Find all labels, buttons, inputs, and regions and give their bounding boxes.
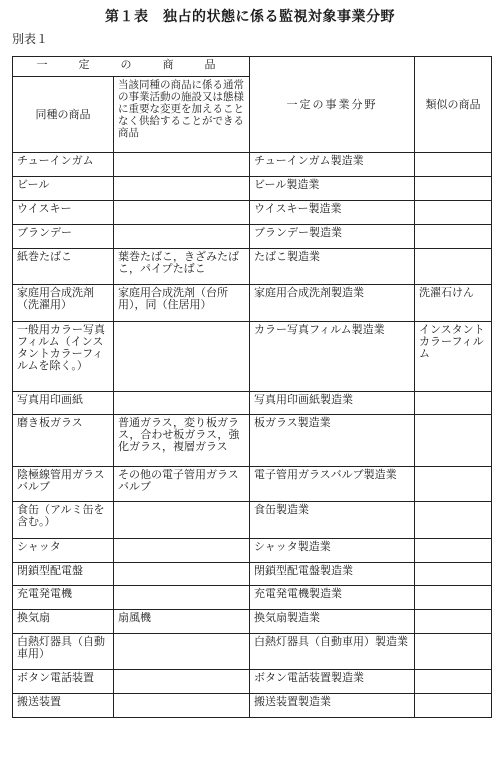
business-field-cell: ビール製造業 bbox=[250, 177, 415, 201]
table-row bbox=[13, 322, 492, 392]
monitoring-table bbox=[12, 56, 492, 718]
substitutable-goods-cell bbox=[114, 694, 250, 718]
substitutable-goods-cell bbox=[114, 392, 250, 415]
substitutable-goods-cell bbox=[114, 153, 250, 177]
substitutable-goods-cell bbox=[114, 563, 250, 586]
same-goods-cell: 磨き板ガラス bbox=[13, 415, 114, 467]
same-goods-cell: 一般用カラー写真フィルム（インスタントカラーフィルムを除く。） bbox=[13, 322, 114, 392]
business-field-cell: 換気扇製造業 bbox=[250, 610, 415, 634]
business-field-cell: シャッタ製造業 bbox=[250, 539, 415, 563]
table-row bbox=[13, 153, 492, 177]
similar-goods-cell bbox=[415, 153, 492, 177]
table-row bbox=[13, 467, 492, 502]
similar-goods-cell bbox=[415, 634, 492, 670]
header-group-cell: 一 定 の 商 品 bbox=[13, 57, 250, 77]
business-field-cell: たばこ製造業 bbox=[250, 249, 415, 285]
business-field-cell: 板ガラス製造業 bbox=[250, 415, 415, 467]
same-goods-cell: 閉鎖型配電盤 bbox=[13, 563, 114, 586]
same-goods-cell: ウイスキー bbox=[13, 201, 114, 225]
same-goods-cell: チューインガム bbox=[13, 153, 114, 177]
business-field-cell: 搬送装置製造業 bbox=[250, 694, 415, 718]
similar-goods-cell bbox=[415, 249, 492, 285]
similar-goods-cell bbox=[415, 502, 492, 539]
business-field-cell: ボタン電話装置製造業 bbox=[250, 670, 415, 694]
table-row bbox=[13, 502, 492, 539]
same-goods-cell: ブランデー bbox=[13, 225, 114, 249]
header-similar-goods: 類似の商品 bbox=[415, 57, 492, 153]
same-goods-cell: 食缶（アルミ缶を含む。） bbox=[13, 502, 114, 539]
substitutable-goods-cell bbox=[114, 322, 250, 392]
header-same-goods: 同種の商品 bbox=[13, 77, 114, 153]
same-goods-cell: 白熱灯器具（自動車用） bbox=[13, 634, 114, 670]
substitutable-goods-cell: 家庭用合成洗剤（台所用），同（住居用） bbox=[114, 285, 250, 322]
table-label: 別表１ bbox=[12, 32, 49, 46]
similar-goods-cell bbox=[415, 392, 492, 415]
similar-goods-cell bbox=[415, 201, 492, 225]
similar-goods-cell bbox=[415, 467, 492, 502]
similar-goods-cell bbox=[415, 539, 492, 563]
same-goods-cell: 搬送装置 bbox=[13, 694, 114, 718]
same-goods-cell: シャッタ bbox=[13, 539, 114, 563]
table-row bbox=[13, 586, 492, 610]
substitutable-goods-cell bbox=[114, 225, 250, 249]
table-row bbox=[13, 694, 492, 718]
business-field-cell: 白熱灯器具（自動車用）製造業 bbox=[250, 634, 415, 670]
same-goods-cell: 家庭用合成洗剤（洗濯用） bbox=[13, 285, 114, 322]
business-field-cell: 電子管用ガラスバルブ製造業 bbox=[250, 467, 415, 502]
similar-goods-cell: インスタントカラーフィルム bbox=[415, 322, 492, 392]
same-goods-cell: 写真用印画紙 bbox=[13, 392, 114, 415]
substitutable-goods-cell bbox=[114, 670, 250, 694]
table-row bbox=[13, 539, 492, 563]
business-field-cell: チューインガム製造業 bbox=[250, 153, 415, 177]
similar-goods-cell bbox=[415, 670, 492, 694]
substitutable-goods-cell bbox=[114, 634, 250, 670]
table-row bbox=[13, 634, 492, 670]
header-business-field: 一定の事業分野 bbox=[250, 57, 415, 153]
substitutable-goods-cell bbox=[114, 502, 250, 539]
similar-goods-cell bbox=[415, 694, 492, 718]
similar-goods-cell bbox=[415, 415, 492, 467]
business-field-cell: 家庭用合成洗剤製造業 bbox=[250, 285, 415, 322]
same-goods-cell: 陰極線管用ガラスバルブ bbox=[13, 467, 114, 502]
business-field-cell: ブランデー製造業 bbox=[250, 225, 415, 249]
similar-goods-cell bbox=[415, 177, 492, 201]
same-goods-cell: 換気扇 bbox=[13, 610, 114, 634]
business-field-cell: 閉鎖型配電盤製造業 bbox=[250, 563, 415, 586]
table-row bbox=[13, 610, 492, 634]
substitutable-goods-cell: 扇風機 bbox=[114, 610, 250, 634]
table-row bbox=[13, 415, 492, 467]
business-field-cell: ウイスキー製造業 bbox=[250, 201, 415, 225]
table-row bbox=[13, 392, 492, 415]
substitutable-goods-cell bbox=[114, 586, 250, 610]
same-goods-cell: 紙巻たばこ bbox=[13, 249, 114, 285]
substitutable-goods-cell bbox=[114, 177, 250, 201]
same-goods-cell: ビール bbox=[13, 177, 114, 201]
table-row bbox=[13, 285, 492, 322]
business-field-cell: 食缶製造業 bbox=[250, 502, 415, 539]
substitutable-goods-cell: その他の電子管用ガラスバルブ bbox=[114, 467, 250, 502]
business-field-cell: 写真用印画紙製造業 bbox=[250, 392, 415, 415]
substitutable-goods-cell bbox=[114, 201, 250, 225]
table-row bbox=[13, 249, 492, 285]
table-row bbox=[13, 201, 492, 225]
same-goods-cell: ボタン電話装置 bbox=[13, 670, 114, 694]
similar-goods-cell bbox=[415, 586, 492, 610]
header-substitutable-goods: 当該同種の商品に係る通常の事業活動の施設又は態様に重要な変更を加えることなく供給することができる商品 bbox=[114, 77, 250, 153]
header-row-group bbox=[13, 57, 492, 77]
substitutable-goods-cell: 普通ガラス，変り板ガラス，合わせ板ガラス，強化ガラス，複層ガラス bbox=[114, 415, 250, 467]
similar-goods-cell bbox=[415, 610, 492, 634]
similar-goods-cell bbox=[415, 225, 492, 249]
table-row bbox=[13, 177, 492, 201]
page-title: 第１表 独占的状態に係る監視対象事業分野 bbox=[105, 9, 395, 25]
business-field-cell: カラー写真フィルム製造業 bbox=[250, 322, 415, 392]
table-row bbox=[13, 563, 492, 586]
table-row bbox=[13, 225, 492, 249]
similar-goods-cell bbox=[415, 563, 492, 586]
business-field-cell: 充電発電機製造業 bbox=[250, 586, 415, 610]
substitutable-goods-cell bbox=[114, 539, 250, 563]
substitutable-goods-cell: 葉巻たばこ，きざみたばこ，パイプたばこ bbox=[114, 249, 250, 285]
same-goods-cell: 充電発電機 bbox=[13, 586, 114, 610]
table-row bbox=[13, 670, 492, 694]
similar-goods-cell: 洗濯石けん bbox=[415, 285, 492, 322]
